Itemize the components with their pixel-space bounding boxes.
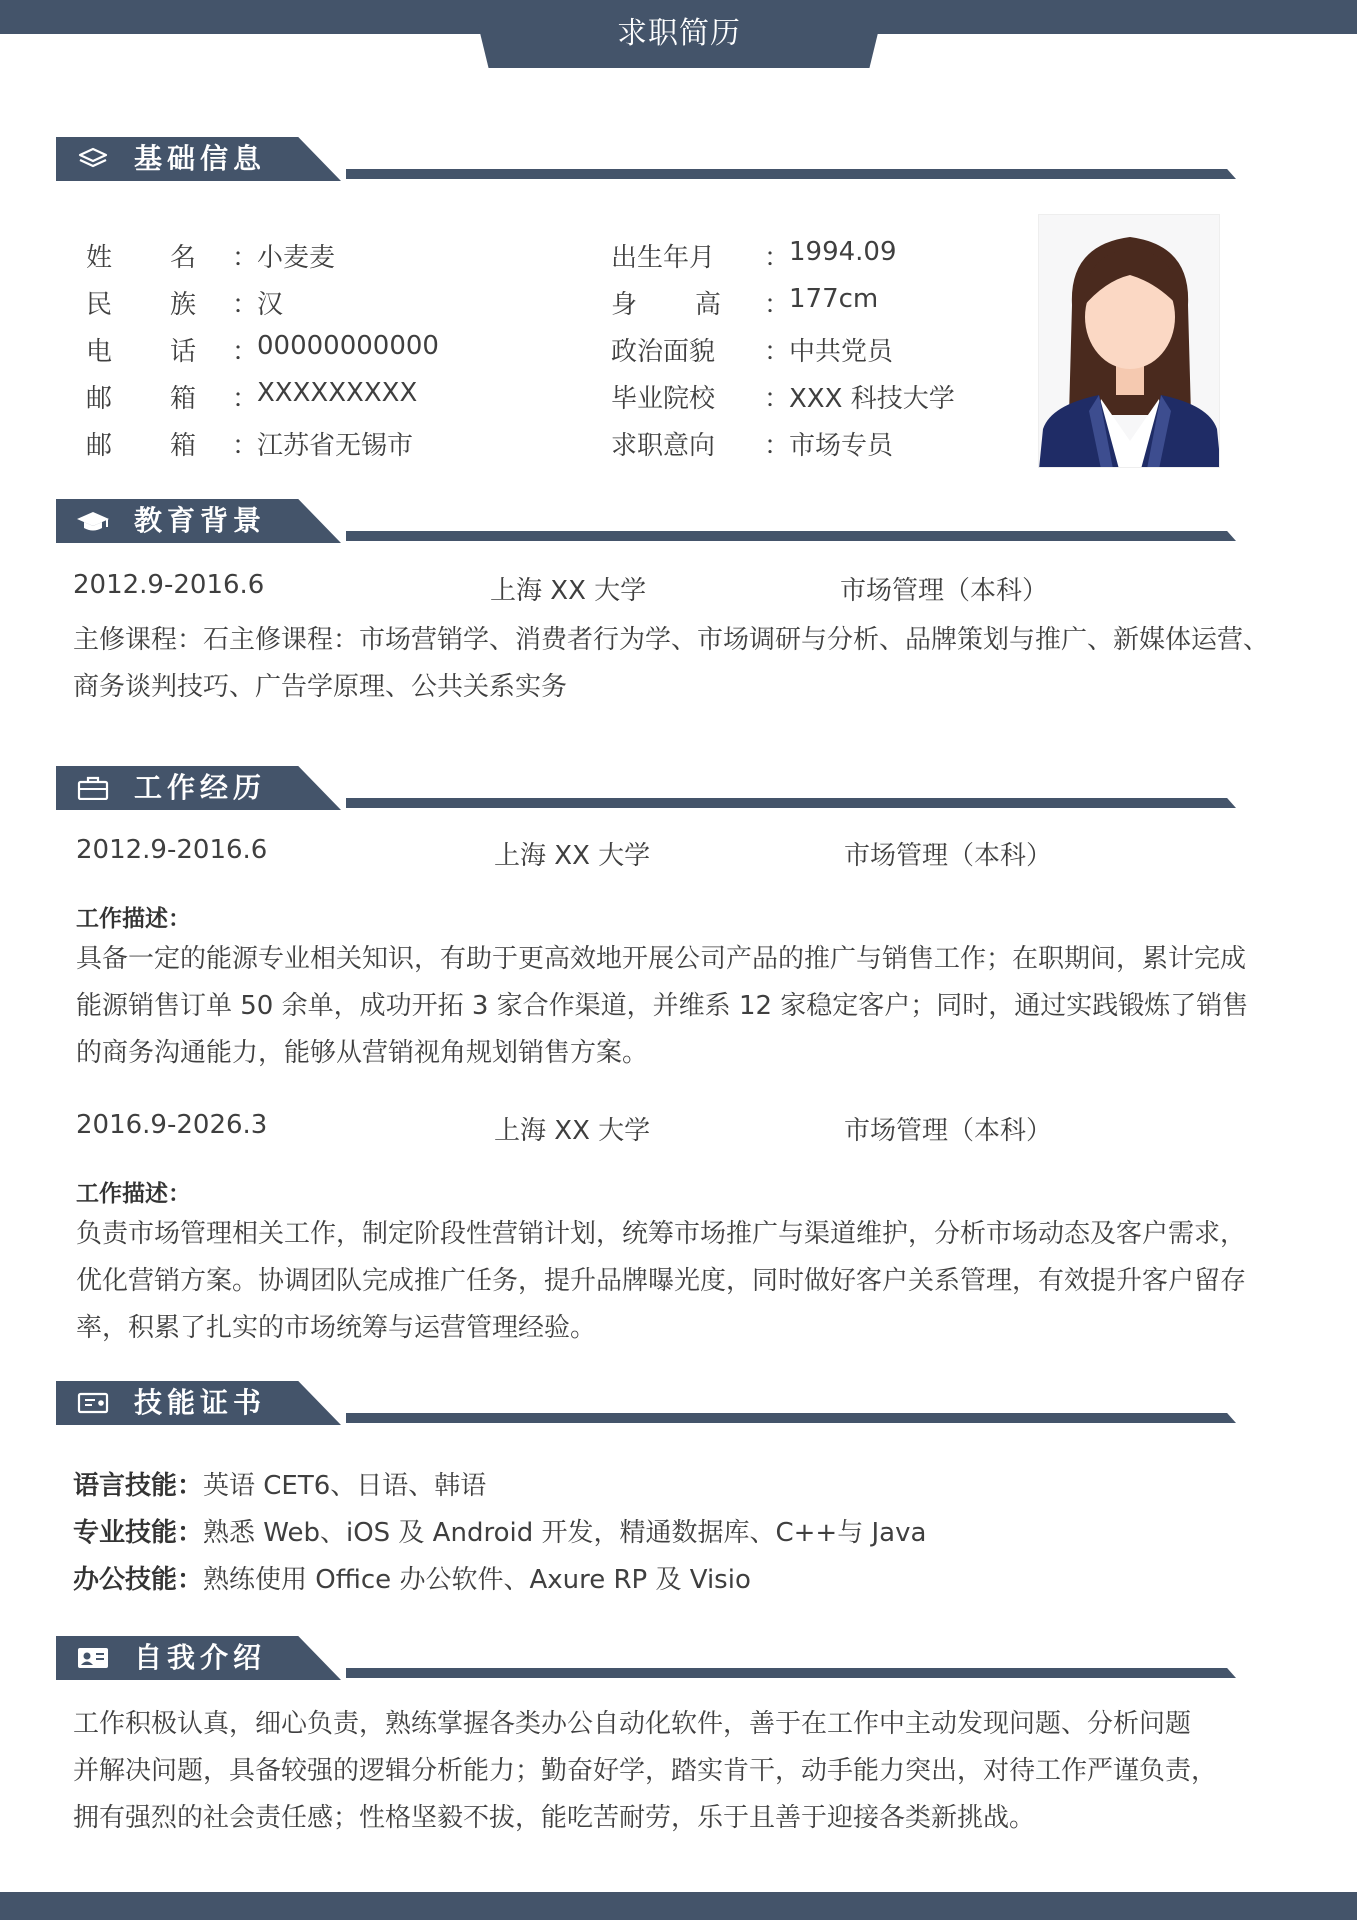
about-line: 并解决问题，具备较强的逻辑分析能力；勤奋好学，踏实肯干，动手能力突出，对待工作严谨负责， bbox=[73, 1756, 1218, 1786]
layers-icon bbox=[76, 147, 110, 171]
label-ethnicity: 民 族 bbox=[86, 290, 196, 320]
about-line: 拥有强烈的社会责任感；性格坚毅不拔，能吃苦耐劳，乐于且善于迎接各类新挑战。 bbox=[73, 1803, 1036, 1833]
work-desc-line: 具备一定的能源专业相关知识，有助于更高效地开展公司产品的推广与销售工作；在职期间，累计完成 bbox=[76, 944, 1247, 974]
value-political: 中共党员 bbox=[789, 337, 894, 367]
work-org: 上海 XX 大学 bbox=[494, 841, 651, 871]
id-card-icon bbox=[76, 1646, 110, 1670]
avatar-illustration bbox=[1039, 215, 1220, 468]
education-school: 上海 XX 大学 bbox=[490, 576, 647, 606]
label-height: 身 高 bbox=[611, 290, 721, 320]
skill-row: 专业技能：熟悉 Web、iOS 及 Android 开发，精通数据库、C++与 Java bbox=[73, 1518, 927, 1548]
profile-photo bbox=[1038, 214, 1220, 468]
section-divider bbox=[346, 1668, 1236, 1678]
value-phone: 00000000000 bbox=[257, 331, 439, 361]
section-header-about bbox=[56, 1636, 1236, 1680]
work-desc-line: 优化营销方案。协调团队完成推广任务，提升品牌曝光度，同时做好客户关系管理，有效提升客户留存 bbox=[76, 1266, 1247, 1296]
work-desc-line: 负责市场管理相关工作，制定阶段性营销计划，统筹市场推广与渠道维护，分析市场动态及客户需求， bbox=[76, 1219, 1247, 1249]
about-line: 工作积极认真，细心负责，熟练掌握各类办公自动化软件，善于在工作中主动发现问题、分析问题 bbox=[73, 1709, 1192, 1739]
value-address: 江苏省无锡市 bbox=[257, 431, 414, 461]
section-title-education: 教育背景 bbox=[134, 504, 267, 537]
work-desc-line: 率，积累了扎实的市场统筹与运营管理经验。 bbox=[76, 1313, 597, 1343]
value-birth: 1994.09 bbox=[789, 237, 897, 267]
section-header-work bbox=[56, 766, 1236, 810]
work-date: 2016.9-2026.3 bbox=[76, 1110, 268, 1140]
value-intention: 市场专员 bbox=[789, 431, 894, 461]
label-address: 邮 箱 bbox=[86, 431, 196, 461]
work-date: 2012.9-2016.6 bbox=[76, 835, 268, 865]
bottom-banner bbox=[0, 1892, 1357, 1920]
section-title-basic: 基础信息 bbox=[134, 142, 267, 175]
label-political: 政治面貌 bbox=[611, 337, 716, 367]
value-height: 177cm bbox=[789, 284, 879, 314]
skill-row: 办公技能：熟练使用 Office 办公软件、Axure RP 及 Visio bbox=[73, 1565, 751, 1595]
work-desc-line: 能源销售订单 50 余单，成功开拓 3 家合作渠道，并维系 12 家稳定客户；同时，通过实践锻炼了销售 bbox=[76, 991, 1249, 1021]
section-divider bbox=[346, 798, 1236, 808]
label-school: 毕业院校 bbox=[611, 384, 716, 414]
education-date: 2012.9-2016.6 bbox=[73, 570, 265, 600]
graduation-cap-icon bbox=[76, 509, 110, 533]
briefcase-icon bbox=[76, 776, 110, 800]
education-major: 市场管理（本科） bbox=[840, 576, 1049, 606]
certificate-icon bbox=[76, 1391, 110, 1415]
work-role: 市场管理（本科） bbox=[844, 1116, 1053, 1146]
label-name: 姓 名 bbox=[86, 243, 196, 273]
work-desc-label: 工作描述： bbox=[76, 906, 191, 932]
skill-row: 语言技能：英语 CET6、日语、韩语 bbox=[73, 1471, 487, 1501]
section-header-basic bbox=[56, 137, 1236, 181]
section-header-skills bbox=[56, 1381, 1236, 1425]
work-desc-label: 工作描述： bbox=[76, 1181, 191, 1207]
value-school: XXX 科技大学 bbox=[789, 384, 955, 414]
label-phone: 电 话 bbox=[86, 337, 196, 367]
work-org: 上海 XX 大学 bbox=[494, 1116, 651, 1146]
education-courses-line: 主修课程：石主修课程：市场营销学、消费者行为学、市场调研与分析、品牌策划与推广、新媒体运营、 bbox=[73, 625, 1270, 655]
label-birth: 出生年月 bbox=[611, 243, 716, 273]
section-title-work: 工作经历 bbox=[134, 771, 267, 804]
section-divider bbox=[346, 1413, 1236, 1423]
page-title: 求职简历 bbox=[617, 16, 741, 51]
label-intention: 求职意向 bbox=[611, 431, 716, 461]
label-email: 邮 箱 bbox=[86, 384, 196, 414]
education-courses-line: 商务谈判技巧、广告学原理、公共关系实务 bbox=[73, 672, 568, 702]
section-header-education bbox=[56, 499, 1236, 543]
section-title-about: 自我介绍 bbox=[134, 1641, 267, 1674]
section-divider bbox=[346, 169, 1236, 179]
work-role: 市场管理（本科） bbox=[844, 841, 1053, 871]
section-title-skills: 技能证书 bbox=[134, 1386, 267, 1419]
value-ethnicity: 汉 bbox=[257, 290, 284, 320]
value-email: XXXXXXXXX bbox=[257, 378, 418, 408]
value-name: 小麦麦 bbox=[257, 243, 336, 273]
section-divider bbox=[346, 531, 1236, 541]
work-desc-line: 的商务沟通能力，能够从营销视角规划销售方案。 bbox=[76, 1038, 649, 1068]
